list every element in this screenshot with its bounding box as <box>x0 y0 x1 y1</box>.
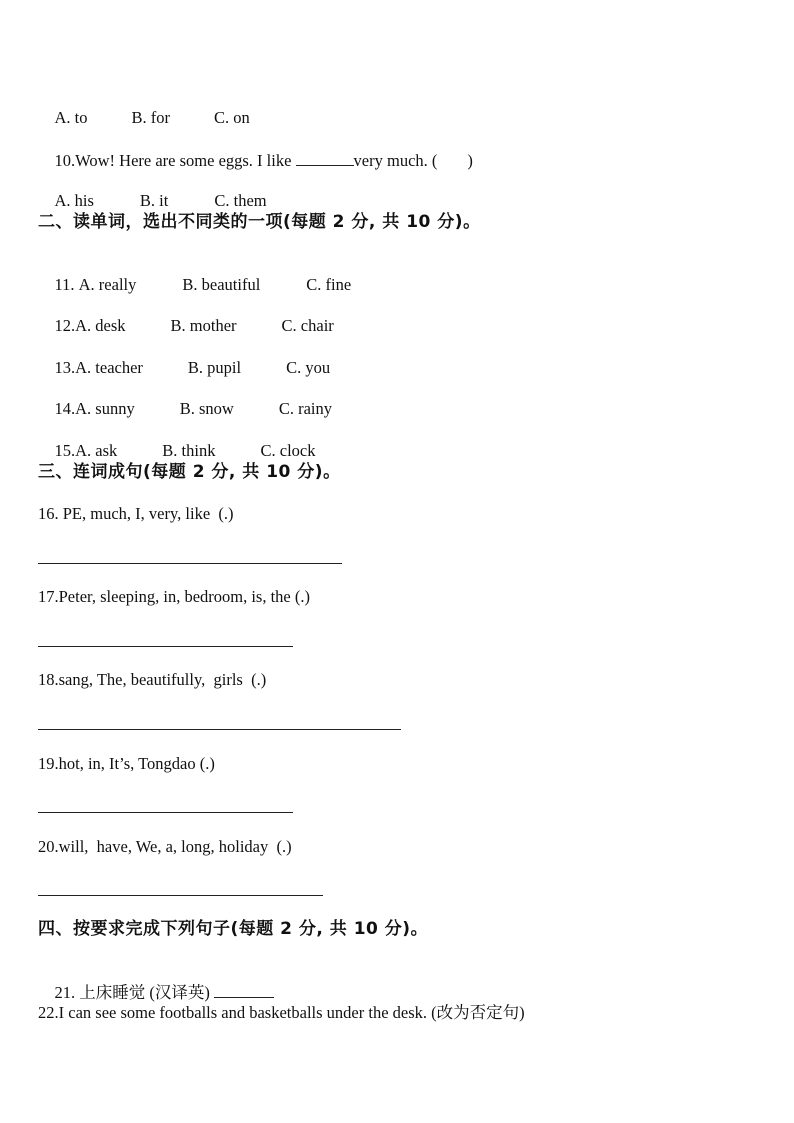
q20-answer-line[interactable] <box>38 895 323 896</box>
option-a: A. to <box>54 108 88 127</box>
q21-answer-blank[interactable] <box>214 982 274 998</box>
option-c: C. rainy <box>278 399 332 418</box>
option-a: A. ask <box>75 441 118 460</box>
q21-text: 21. 上床睡觉 (汉译英) <box>54 983 214 1002</box>
q10-text-after: very much. ( <box>353 151 438 170</box>
question-number: 15. <box>54 441 76 460</box>
option-b: B. for <box>131 108 170 127</box>
question-19: 19.hot, in, It’s, Tongdao (.) <box>38 754 215 773</box>
section-2-heading: 二、读单词，选出不同类的一项(每题 2 分, 共 10 分)。 <box>38 212 481 232</box>
option-a: A. desk <box>75 316 126 335</box>
option-a: A. teacher <box>75 358 143 377</box>
option-c: C. chair <box>281 316 334 335</box>
option-b: B. think <box>162 441 216 460</box>
option-a: A. sunny <box>75 399 135 418</box>
section-3-heading: 三、连词成句(每题 2 分, 共 10 分)。 <box>38 462 341 482</box>
option-b: B. mother <box>170 316 237 335</box>
option-b: B. snow <box>179 399 234 418</box>
q10-text-before: 10.Wow! Here are some eggs. I like <box>54 151 296 170</box>
option-c: C. fine <box>306 275 352 294</box>
question-number: 13. <box>54 358 76 377</box>
option-c: C. clock <box>260 441 316 460</box>
question-16: 16. PE, much, I, very, like (.) <box>38 504 234 523</box>
question-number: 12. <box>54 316 76 335</box>
q18-answer-line[interactable] <box>38 729 401 730</box>
question-number: 11. <box>54 275 79 294</box>
q10-answer-blank[interactable] <box>296 150 354 166</box>
option-a: A. his <box>54 191 94 210</box>
option-a: A. really <box>78 275 137 294</box>
question-number: 14. <box>54 399 76 418</box>
question-18: 18.sang, The, beautifully, girls (.) <box>38 670 267 689</box>
question-20: 20.will, have, We, a, long, holiday (.) <box>38 837 292 856</box>
option-b: B. it <box>139 191 169 210</box>
section-4-heading: 四、按要求完成下列句子(每题 2 分, 共 10 分)。 <box>38 919 429 939</box>
option-c: C. you <box>286 358 331 377</box>
question-22: 22.I can see some footballs and basketballs under the desk. (改为否定句) <box>38 1003 525 1022</box>
option-c: C. on <box>214 108 250 127</box>
q19-answer-line[interactable] <box>38 812 293 813</box>
option-b: B. pupil <box>187 358 242 377</box>
q16-answer-line[interactable] <box>38 563 342 564</box>
question-17: 17.Peter, sleeping, in, bedroom, is, the (.) <box>38 587 310 606</box>
q17-answer-line[interactable] <box>38 646 293 647</box>
option-c: C. them <box>214 191 267 210</box>
option-b: B. beautiful <box>182 275 261 294</box>
q10-close-paren: ) <box>467 151 473 170</box>
